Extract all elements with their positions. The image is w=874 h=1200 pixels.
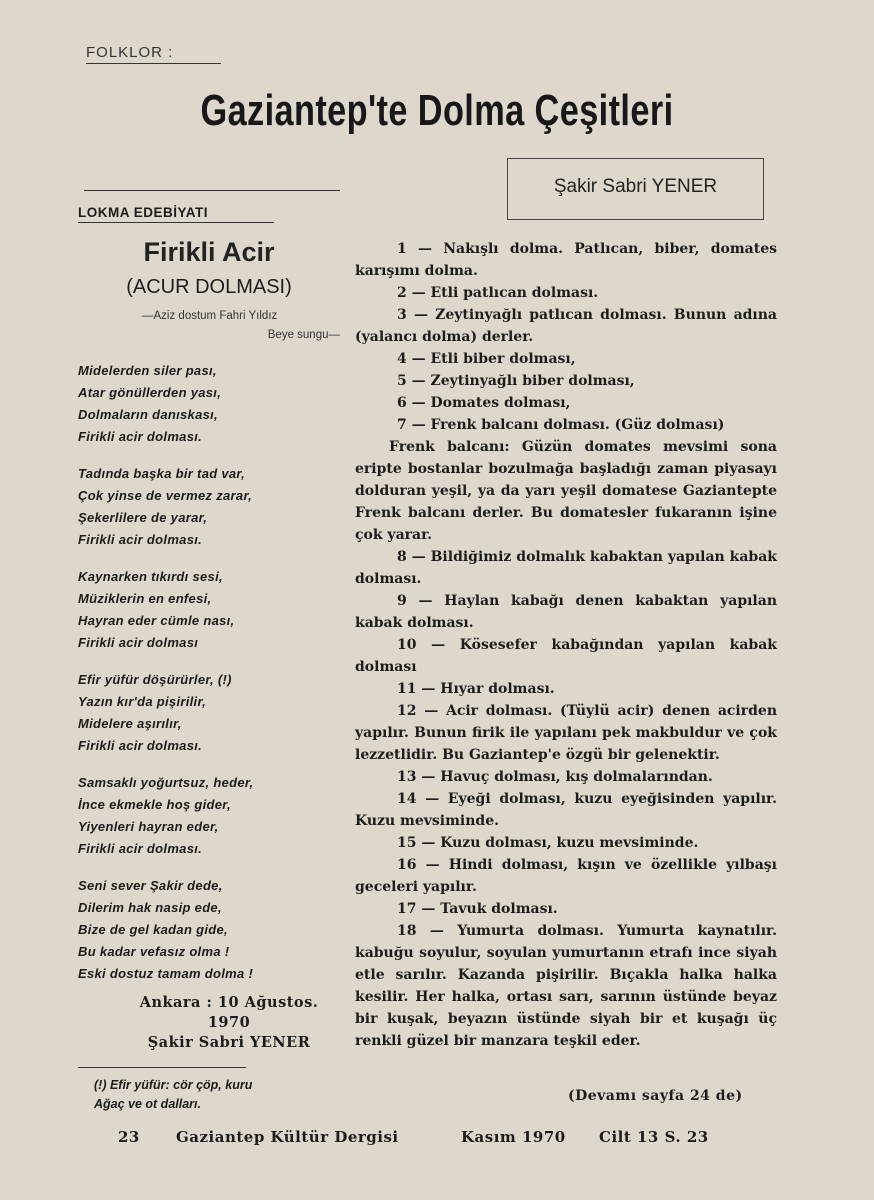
dolma-item: 7 — Frenk balcanı dolması. (Güz dolması) (397, 417, 725, 433)
dolma-list-column (355, 238, 777, 1052)
poem-line: Firikli acir dolması. (78, 738, 203, 753)
dedication-line: Beye sungu— (267, 329, 340, 341)
footer-date: Kasım 1970 (461, 1128, 566, 1146)
poem-line: Midelere aşırılır, (78, 716, 182, 731)
poem-line: Dilerim hak nasip ede, (78, 900, 222, 915)
section-underline (86, 63, 221, 64)
dolma-item: Frenk balcanı: Güzün domates mevsimi sona eripte bostanlar bozulmağa başladığı zaman piyasayı dolduran yeşil, ya da yarı yeşil domatese Gaziantepte Frenk balcanı derler. Bu domatesler fukaranın işine çok yarar. (355, 439, 777, 543)
footnote-line: (!) Efir yüfür: cör çöp, kuru (94, 1078, 253, 1092)
dolma-item: 6 — Domates dolması, (397, 395, 571, 411)
dolma-item: 12 — Acir dolması. (Tüylü acir) denen acirden yapılır. Bunun firik ile yapılanı pek makbuldur ve çok lezzetlidir. Bu Gaziantep'e özgü bir gelenektir. (355, 703, 777, 763)
kicker-label: LOKMA EDEBİYATI (78, 205, 209, 220)
dolma-item: 9 — Haylan kabağı denen kabaktan yapılan kabak dolması. (355, 593, 777, 631)
poem-stanza (78, 566, 340, 654)
dolma-item: 5 — Zeytinyağlı biber dolması, (397, 373, 635, 389)
poem-line: Samsaklı yoğurtsuz, heder, (78, 775, 254, 790)
dolma-item: 16 — Hindi dolması, kışın ve özellikle yılbaşı geceleri yapılır. (355, 857, 777, 895)
author-box (507, 158, 764, 220)
author-name: Şakir Sabri YENER (553, 176, 718, 197)
poem-line: Yazın kır'da pişirilir, (78, 694, 207, 709)
poem-column (78, 190, 340, 1114)
footer-volume: Cilt 13 S. 23 (599, 1128, 709, 1146)
poem-line: Firikli acir dolması (78, 635, 199, 650)
poem-line: Yiyenleri hayran eder, (78, 819, 219, 834)
poem-line: Firikli acir dolması. (78, 841, 203, 856)
footer-journal: Gaziantep Kültür Dergisi (176, 1128, 399, 1146)
dolma-item: 18 — Yumurta dolması. Yumurta kaynatılır. kabuğu soyulur, soyulan yumurtanın etrafı ince siyah etle sarılır. Kazanda pişirilir. Bıçakla halka halka kesilir. Her halka, ortası sarı, sarının üstünde beyaz bir kuşak, beyazın üstünde siyah bir et kuşağı üç renkli güzel bir manzara teşkil eder. (355, 923, 777, 1049)
poem-line: Bize de gel kadan gide, (78, 922, 228, 937)
page-title: Gaziantep'te Dolma Çeşitleri (200, 86, 674, 135)
poem-line: Bu kadar vefasız olma ! (78, 944, 230, 959)
poem-line: Çok yinse de vermez zarar, (78, 488, 253, 503)
kicker-underline (78, 222, 274, 223)
dedication (78, 307, 340, 345)
poem-stanza (78, 875, 340, 985)
poem-stanza (78, 669, 340, 757)
signature-place-date: Ankara : 10 Ağustos. 1970 (139, 994, 319, 1031)
poem-stanza (78, 463, 340, 551)
poem-line: Dolmaların danıskası, (78, 407, 218, 422)
dolma-item: 10 — Kösesefer kabağından yapılan kabak dolması (355, 637, 777, 675)
footer-page-number: 23 (118, 1128, 140, 1146)
dolma-item: 17 — Tavuk dolması. (397, 901, 558, 917)
dolma-item: 3 — Zeytinyağlı patlıcan dolması. Bunun adına (yalancı dolma) derler. (355, 307, 777, 345)
poem-line: Midelerden siler pası, (78, 363, 217, 378)
poem-line: Şekerlilere de yarar, (78, 510, 208, 525)
dolma-item: 14 — Eyeği dolması, kuzu eyeğisinden yapılır. Kuzu mevsiminde. (355, 791, 777, 829)
dolma-item: 4 — Etli biber dolması, (397, 351, 576, 367)
poem-stanza (78, 360, 340, 448)
poem-line: Firikli acir dolması. (78, 532, 203, 547)
author-box-top-rule (508, 158, 763, 159)
author-box-bottom-rule (508, 219, 763, 220)
dolma-item: 13 — Havuç dolması, kış dolmalarından. (397, 769, 713, 785)
poem-line: Efir yüfür döşürürler, (!) (78, 672, 232, 687)
poem-line: İnce ekmekle hoş gider, (78, 797, 231, 812)
continued-note: (Devamı sayfa 24 de) (568, 1088, 743, 1104)
poem-line: Eski dostuz tamam dolma ! (78, 966, 254, 981)
poem-stanzas (78, 360, 340, 985)
poem-line: Müziklerin en enfesi, (78, 591, 212, 606)
poem-line: Kaynarken tıkırdı sesi, (78, 569, 223, 584)
footnote-line: Ağaç ve ot dalları. (94, 1097, 201, 1111)
dolma-item: 2 — Etli patlıcan dolması. (397, 285, 599, 301)
footnote (78, 1076, 340, 1114)
dedication-line: —Aziz dostum Fahri Yıldız (142, 310, 278, 322)
poem-line: Firikli acir dolması. (78, 429, 203, 444)
footnote-rule (78, 1067, 246, 1068)
dolma-item: 8 — Bildiğimiz dolmalık kabaktan yapılan kabak dolması. (355, 549, 777, 587)
poem-line: Hayran eder cümle nası, (78, 613, 235, 628)
poem-line: Tadında başka bir tad var, (78, 466, 245, 481)
dolma-item: 11 — Hıyar dolması. (397, 681, 555, 697)
poem-subtitle: (ACUR DOLMASI) (126, 276, 292, 298)
signature (78, 993, 340, 1053)
section-label: FOLKLOR : (86, 44, 174, 61)
dolma-item: 1 — Nakışlı dolma. Patlıcan, biber, domates karışımı dolma. (355, 241, 777, 279)
poem-stanza (78, 772, 340, 860)
column-top-rule (84, 190, 340, 191)
dolma-item: 15 — Kuzu dolması, kuzu mevsiminde. (397, 835, 699, 851)
poem-line: Atar gönüllerden yası, (78, 385, 222, 400)
poem-line: Seni sever Şakir dede, (78, 878, 223, 893)
poem-title: Firikli Acir (143, 237, 275, 267)
signature-name: Şakir Sabri YENER (147, 1034, 311, 1051)
